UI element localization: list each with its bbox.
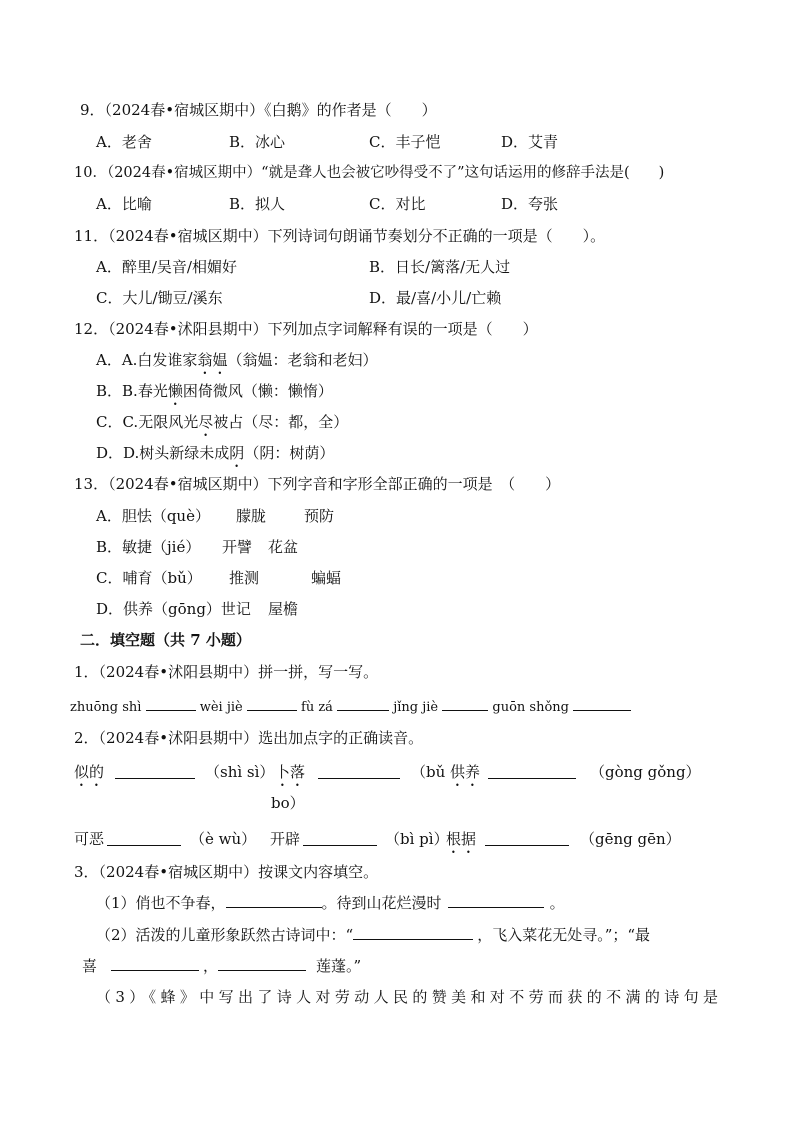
pinyin-4-blank[interactable]	[442, 696, 488, 711]
question-10-stem: 10．（2024春•宿城区期中）“就是聋人也会被它吵得受不了”这句话运用的修辞手法是( )	[74, 165, 665, 181]
f2-word-4: 可恶	[74, 830, 105, 848]
pinyin-3: fù zá	[301, 700, 333, 715]
q9-option-c: C．丰子恺	[369, 133, 441, 151]
pinyin-4: jǐng jiè	[393, 700, 439, 715]
fill-2-stem: 2．（2024春•沭阳县期中）选出加点字的正确读音。	[74, 729, 424, 747]
fill-3-stem: 3．（2024春•宿城区期中）按课文内容填空。	[74, 863, 379, 881]
f2-word-3: 供养	[450, 763, 481, 781]
fill-3-item-1: （1）俏也不争春， 。待到山花烂漫时 。	[96, 894, 565, 912]
q13-option-b-word-3: 花盆	[268, 538, 299, 556]
question-13-stem: 13．（2024春•宿城区期中）下列字音和字形全部正确的一项是 （ ）	[74, 475, 561, 493]
question-9-stem: 9．（2024春•宿城区期中）《白鹅》的作者是（ ）	[80, 101, 437, 119]
f3-blank-4[interactable]	[111, 956, 199, 971]
fill-3-item-2: （2）活泼的儿童形象跃然古诗词中：“ ，飞入菜花无处寻。”；“最	[96, 926, 651, 944]
q13-option-a-word-2: 朦胧	[236, 507, 267, 525]
q11-option-a: A．醉里/吴音/相媚好	[96, 258, 237, 276]
f2-reading-4: （è wù）	[190, 830, 257, 848]
q9-option-d: D．艾青	[501, 133, 559, 151]
pinyin-2-blank[interactable]	[247, 696, 297, 711]
fill-3-item-3: （3）《蜂》中写出了诗人对劳动人民的赞美和对不劳而获的不满的诗句是	[96, 988, 718, 1006]
f2-word-6-blank[interactable]	[485, 831, 569, 846]
pinyin-3-blank[interactable]	[337, 696, 389, 711]
f2-reading-3: （gòng gǒng）	[590, 763, 701, 781]
q12-option-b: B．B.春光懒困倚微风（懒：懒惰）	[96, 382, 333, 400]
pinyin-1: zhuōng shì	[70, 700, 142, 715]
f2-word-5: 开辟	[270, 830, 301, 848]
pinyin-2: wèi jiè	[199, 700, 243, 715]
q13-option-b-word-2: 开譬	[222, 538, 253, 556]
q13-option-d: D．供养（gōng）世记	[96, 600, 251, 618]
q10-option-d: D．夸张	[501, 195, 559, 213]
q10-option-c: C．对比	[369, 195, 426, 213]
f3-blank-2[interactable]	[448, 893, 544, 908]
q10-option-a: A．比喻	[96, 195, 152, 213]
q11-option-b: B．日长/篱落/无人过	[369, 258, 511, 276]
f2-word-4-blank[interactable]	[107, 831, 181, 846]
f3-blank-1[interactable]	[226, 893, 322, 908]
q13-option-d-word-2: 屋檐	[268, 600, 299, 618]
q9-option-a: A．老舍	[96, 133, 152, 151]
f2-word-2: 卜落	[275, 763, 306, 781]
q12-option-d: D．D.树头新绿未成阴（阴：树荫）	[96, 444, 335, 462]
fill-1-stem: 1．（2024春•沭阳县期中）拼一拼，写一写。	[74, 663, 379, 681]
q12-option-a: A．A.白发谁家翁媪（翁媪：老翁和老妇）	[96, 351, 378, 369]
q9-option-b: B．冰心	[229, 133, 286, 151]
f2-reading-6: （gēng gēn）	[580, 830, 681, 848]
q13-option-a: A．胆怯（què）	[96, 507, 210, 525]
f2-reading-5: （bì pì）	[385, 830, 449, 848]
pinyin-5-blank[interactable]	[573, 696, 631, 711]
q13-option-a-word-3: 预防	[304, 507, 335, 525]
f2-word-6: 根据	[446, 830, 477, 848]
f2-word-1-blank[interactable]	[115, 764, 195, 779]
f2-reading-2-wrap: bo）	[271, 794, 305, 812]
f3-blank-3[interactable]	[353, 925, 473, 940]
f2-word-5-blank[interactable]	[303, 831, 377, 846]
fill-1-pinyin-row	[70, 696, 631, 718]
f2-reading-2: （bǔ	[411, 763, 446, 781]
f2-reading-1: （shì sì）	[205, 763, 275, 781]
pinyin-5: guōn shǒng	[492, 700, 569, 715]
q13-option-c-word-2: 推测	[229, 569, 260, 587]
pinyin-1-blank[interactable]	[146, 696, 196, 711]
question-11-stem: 11．（2024春•宿城区期中）下列诗词句朗诵节奏划分不正确的一项是（ ）。	[74, 227, 606, 245]
fill-3-item-2-cont: 喜 ， 莲蓬。”	[82, 957, 362, 975]
q11-option-d: D．最/喜/小儿/亡赖	[369, 289, 502, 307]
f2-word-2-blank[interactable]	[318, 764, 400, 779]
section-title-fill-in: 二．填空题（共 7 小题）	[80, 631, 251, 649]
q13-option-c-word-3: 蝙蝠	[311, 569, 342, 587]
q13-option-c: C．哺育（bǔ）	[96, 569, 202, 587]
q10-option-b: B．拟人	[229, 195, 286, 213]
question-12-stem: 12．（2024春•沭阳县期中）下列加点字词解释有误的一项是（ ）	[74, 320, 538, 338]
f2-word-1: 似的	[74, 763, 105, 781]
f2-word-3-blank[interactable]	[488, 764, 576, 779]
q11-option-c: C．大儿/锄豆/溪东	[96, 289, 223, 307]
f3-blank-5[interactable]	[218, 956, 306, 971]
q13-option-b: B．敏捷（jié）	[96, 538, 201, 556]
q12-option-c: C．C.无限风光尽被占（尽：都，全）	[96, 413, 349, 431]
